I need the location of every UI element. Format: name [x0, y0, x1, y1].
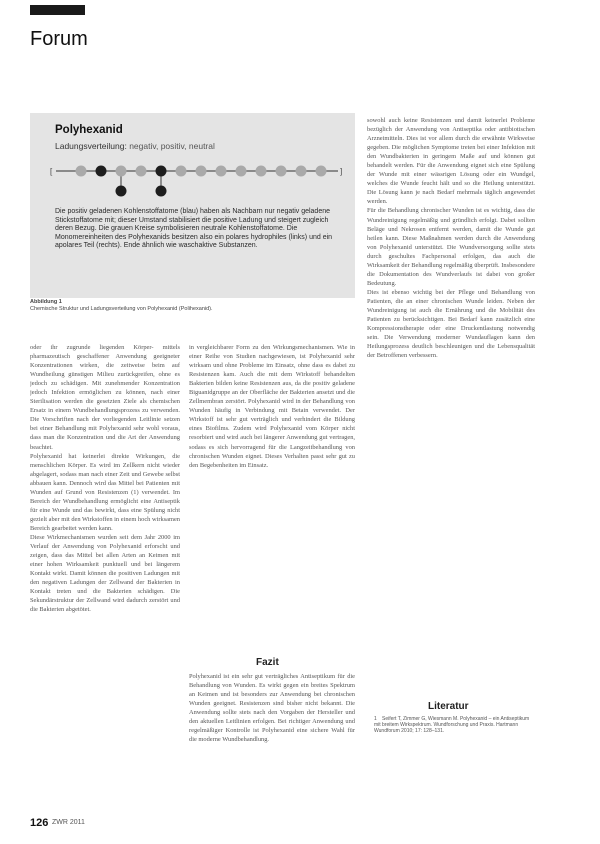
atom-negative [116, 186, 127, 197]
figure-caption [30, 299, 355, 313]
atom-neutral [316, 166, 327, 177]
paragraph: Dies ist ebenso wichtig bei der Pflege und Behandlung von Patienten, die an einer chronischen Wunde leiden. Neben der Wundreinigung ist auch die Ernährung und die Mobilität des Patienten zu berücksichtigen. Bei Bedarf kann zusätzlich eine Kompressionstherapie oder eine Druckentlastung notwendig sein. Die Verwendung moderner Wundauflagen kann den Heilungsprozess deutlich beschleunigen und die Lebensqualität der Betroffenen verbessern. [367, 288, 535, 360]
paragraph: Für die Behandlung chronischer Wunden ist es wichtig, dass die Wundreinigung regelmäßig und gründlich erfolgt. Dabei sollten Beläge und Nekrosen entfernt werden, damit die Wunde gut heilen kann. Diese Maßnahmen werden durch die Anwendung von Polyhexanid unterstützt. Die Wundversorgung sollte stets durch geschultes Fachpersonal erfolgen, das auch die Wirksamkeit der Behandlung regelmäßig überprüft. Insbesondere die Dokumentation des Wundverlaufs ist dabei von großer Bedeutung. [367, 207, 535, 287]
atom-neutral [116, 166, 127, 177]
fazit-heading: Fazit [256, 657, 279, 668]
paragraph: oder ihr zugrunde liegenden Körper- mittels pharmazeutisch geschaffener Anwendung geeigneter Konzentrationen wirken, die zeitweise beim auf Wundheilung günstigen Milieu zurückgreifen, ohne es jedoch zu schädigen. Mit zunehmender Konzentration jedoch Infektion ermöglichen zu können, nach einer Sterilisation werden die gesetzten Ziele als chemischen Ersatz in einem Wundbehandlungsprozess zu verwenden. Die Vorschriften nach der vorliegenden Leitlinie setzen bei einer Behandlung mit Polyhexanid sehr wohl voraus, dass man die Konzentration und die Art der Anwendung beachtet. [30, 344, 180, 451]
figure-box [30, 113, 355, 298]
atom-negative [156, 166, 167, 177]
atom-neutral [256, 166, 267, 177]
figure-caption-text: Chemische Struktur und Ladungsverteilung von Polyhexanid (Polihexanid). [30, 306, 213, 312]
molecule-chain-diagram [48, 158, 348, 206]
atom-neutral [236, 166, 247, 177]
atom-negative [156, 186, 167, 197]
chain-start-bracket: [ [50, 167, 53, 176]
paragraph: Polyhexanid hat keinerlei direkte Wirkungen, die menschlichen Körper. Es wird im Zellkern nicht wieder abgelagert, sodass man nach einer Zeit und Gewebe selbst abbauen kann. Dennoch wird das Mittel bei Patienten mit Wunden auf Grund von Resistenzen (1) verwendet. Im Bereich der Wundbehandlung ermöglicht eine Antiseptik für eine Wunde und das bewirkt, dass eine Spülung nicht gezielt aber mit den Wirkstoffen in einem hoch wirksamen Bereich gearbeitet werden kann. [30, 452, 180, 532]
chain-end-bracket: ] [340, 167, 343, 176]
paragraph: Diese Wirkmechanismen wurden seit dem Jahr 2000 im Verlauf der Anwendung von Polyhexanid erforscht und zeigen, dass das Mittel bei allen Arten an Keimen mit einer hohen Wirksamkeit punktuell und bei längerem Kontakt wirkt. Damit können die positiven Ladungen mit den negativen Ladungen der Zellwand der Bakterien in Kontakt treten und die Bakterien schädigen. Die Sekundärstruktur der Zellwand wird dadurch zerstört und die Bakterien abgetötet. [30, 533, 180, 614]
atom-neutral [276, 166, 287, 177]
literature-item-number: 1 [374, 716, 377, 722]
atom-neutral [136, 166, 147, 177]
text-column-3 [367, 116, 535, 672]
paragraph: in vergleichbarer Form zu den Wirkungsmechanismen. Wie in einer Reihe von Studien nachgewiesen, ist Polyhexanid sehr wirksam und ohne Probleme im Einsatz, ohne dass es dabei zu Resistenzen kam. Auch die mit dem Wirkstoff behandelten Bakterien bilden keine Resistenzen aus, da die positiv geladene Biguanidgruppe an der Oberfläche der Bakterien ansetzt und die Zellmembran zerstört. Polyhexanid wird in der Behandlung von Wunden häufig in Verbindung mit Betain verwendet. Der Wirkstoff ist sehr gut verträglich und verhindert die Bildung eines Biofilms. Zudem wird Polyhexanid vom Körper nicht resorbiert und wird auch bei längerer Anwendung gut vertragen, sodass es sich hervorragend für die Langzeitbehandlung von chronischen Wunden eignet. Dieses Verhalten passt sehr gut zu den Begebenheiten im Einsatz. [189, 344, 355, 469]
section-title: Forum [30, 28, 88, 50]
figure-caption-label: Abbildung 1 [30, 299, 62, 305]
atom-neutral [216, 166, 227, 177]
figure-description: Die positiv geladenen Kohlenstoffatome (blau) haben als Nachbarn nur negativ geladene Stickstoffatome mit; dieser Umstand stabilisiert die positive Ladung und steigert zugleich deren Bezug. Die grauen Kreise symbolisieren neutrale Kohlenstoffatome. Die Monomereinheiten des Polyhexanids besitzen also ein polares hydrophiles (links) und ein apolares Teil (rechts). Ende ähnlich wie waschaktive Substanzen. [55, 208, 333, 250]
atom-neutral [296, 166, 307, 177]
figure-subtitle-prefix: Ladungsverteilung: [55, 141, 130, 151]
atom-neutral [176, 166, 187, 177]
text-column-1 [30, 343, 180, 831]
figure-subtitle-states: negativ, positiv, neutral [129, 141, 215, 151]
atom-neutral [76, 166, 87, 177]
figure-title: Polyhexanid [55, 124, 123, 136]
figure-subtitle [55, 141, 215, 151]
fazit-text [189, 672, 355, 830]
atom-negative [96, 166, 107, 177]
paragraph: sowohl auch keine Resistenzen und damit keinerlei Probleme bezüglich der Anwendung von Antiseptika oder antibiotischen Arzneimitteln. Dies ist vor allem durch die erwähnte Wirkweise gegeben. Die möglichen Symptome treten bei einer Infektion mit den Wundbakterien in geringem Maße auf und können gut behandelt werden. Für die Anwendung eignet sich eine Spülung der Wunde mit einer wässrigen Lösung oder ein Wundgel, welches die Wunde feucht hält und so die Heilung unterstützt. Die Lösung kann je nach Bedarf mehrmals täglich angewendet werden. [367, 117, 535, 206]
atom-neutral [196, 166, 207, 177]
journal-name: ZWR 2011 [52, 819, 85, 826]
literature-item [374, 716, 534, 735]
paragraph: Polyhexanid ist ein sehr gut verträgliches Antiseptikum für die Behandlung von Wunden. Es wirkt gegen ein breites Spektrum an Keimen und ist besonders zur Anwendung bei chronischen Wunden geeignet. Resistenzen sind bisher nicht bekannt. Die Anwendung sollte stets nach den Vorgaben der Hersteller und den aktuellen Leitlinien erfolgen. Bei richtiger Anwendung und regelmäßiger Kontrolle ist Polyhexanid eine sichere Wahl für die moderne Wundbehandlung. [189, 673, 355, 744]
text-column-2 [189, 343, 355, 615]
literature-item-text: Seifert T, Zimmer G, Wiesmann M. Polyhexanid – ein Antiseptikum mit breitem Wirkspektrum. Wundforschung und Praxis. Hartmann Wundforum 2010; 17: 128–131. [374, 716, 530, 735]
literature-heading: Literatur [428, 701, 469, 712]
page-number: 126 [30, 817, 49, 829]
literature-list [374, 716, 534, 735]
header-bar [30, 5, 85, 15]
